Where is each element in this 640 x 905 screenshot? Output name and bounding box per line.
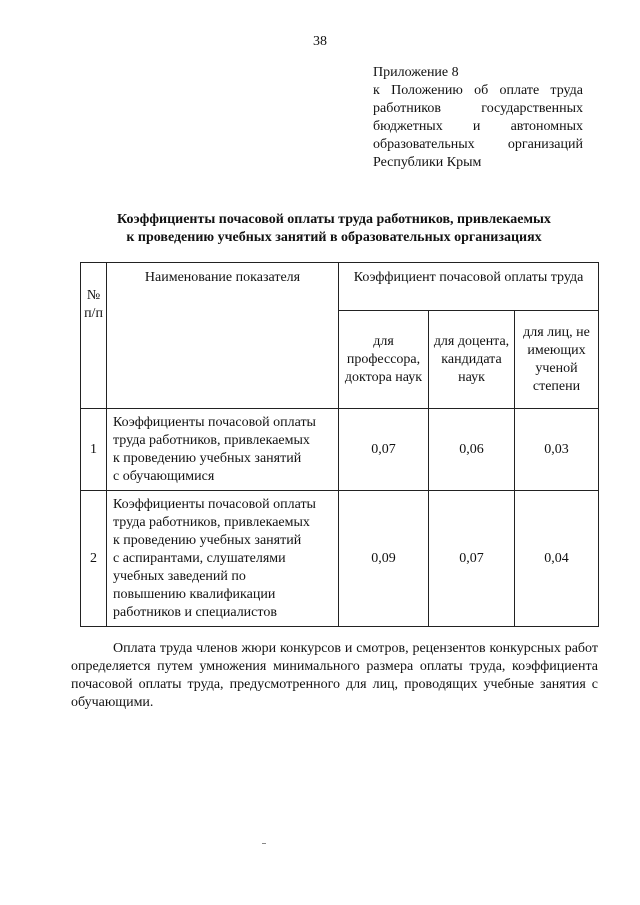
row-name-line: работников и специалистов (113, 604, 277, 620)
header-name: Наименование показателя (107, 263, 339, 409)
row-name-line: труда работников, привлекаемых (113, 432, 310, 448)
table-row (81, 409, 599, 491)
header-docent: для доцента, кандидата наук (429, 311, 515, 409)
value-docent: 0,06 (429, 409, 515, 491)
row-name-line: с аспирантами, слушателями (113, 550, 286, 566)
row-name (107, 409, 339, 491)
value-docent: 0,07 (429, 491, 515, 627)
page-number: 38 (313, 34, 327, 49)
value-professor: 0,07 (339, 409, 429, 491)
value-no-degree: 0,03 (515, 409, 599, 491)
row-name-line: к проведению учебных занятий (113, 532, 302, 548)
row-name-line: труда работников, привлекаемых (113, 514, 310, 530)
row-name (107, 491, 339, 627)
row-name-line: повышению квалификации (113, 586, 276, 602)
appendix-line: образовательных организаций (373, 137, 583, 152)
table-row (81, 491, 599, 627)
body-paragraph: Оплата труда членов жюри конкурсов и смотров, рецензентов конкурсных работ определяется путем умножения минимального размера оплаты труда, коэффициента почасовой оплаты труда, предусмотренного для лиц, проводящих учебные занятия с обучающими. (71, 641, 598, 710)
appendix-line: Республики Крым (373, 155, 482, 170)
header-professor: для профессора, доктора наук (339, 311, 429, 409)
row-name-line: учебных заведений по (113, 568, 246, 584)
row-name-line: к проведению учебных занятий (113, 450, 302, 466)
appendix-header (373, 64, 583, 172)
title-line-2: к проведению учебных занятий в образовательных организациях (126, 230, 542, 245)
row-name-line: Коэффициенты почасовой оплаты (113, 414, 316, 430)
appendix-line: работников государственных (373, 101, 583, 116)
value-no-degree: 0,04 (515, 491, 599, 627)
appendix-line: Приложение 8 (373, 65, 459, 80)
header-num: № п/п (81, 263, 107, 409)
appendix-line: бюджетных и автономных (373, 119, 583, 134)
row-name-line: с обучающимися (113, 468, 215, 484)
document-title (70, 211, 598, 247)
row-name-line: Коэффициенты почасовой оплаты (113, 496, 316, 512)
value-professor: 0,09 (339, 491, 429, 627)
header-no-degree: для лиц, не имеющих ученой степени (515, 311, 599, 409)
title-line-1: Коэффициенты почасовой оплаты труда работников, привлекаемых (117, 212, 551, 227)
coefficient-table (80, 262, 599, 627)
scan-mark (262, 843, 266, 844)
header-coefficient-group: Коэффициент почасовой оплаты труда (339, 263, 599, 311)
row-number: 2 (81, 491, 107, 627)
appendix-line: к Положению об оплате труда (373, 83, 583, 98)
row-number: 1 (81, 409, 107, 491)
